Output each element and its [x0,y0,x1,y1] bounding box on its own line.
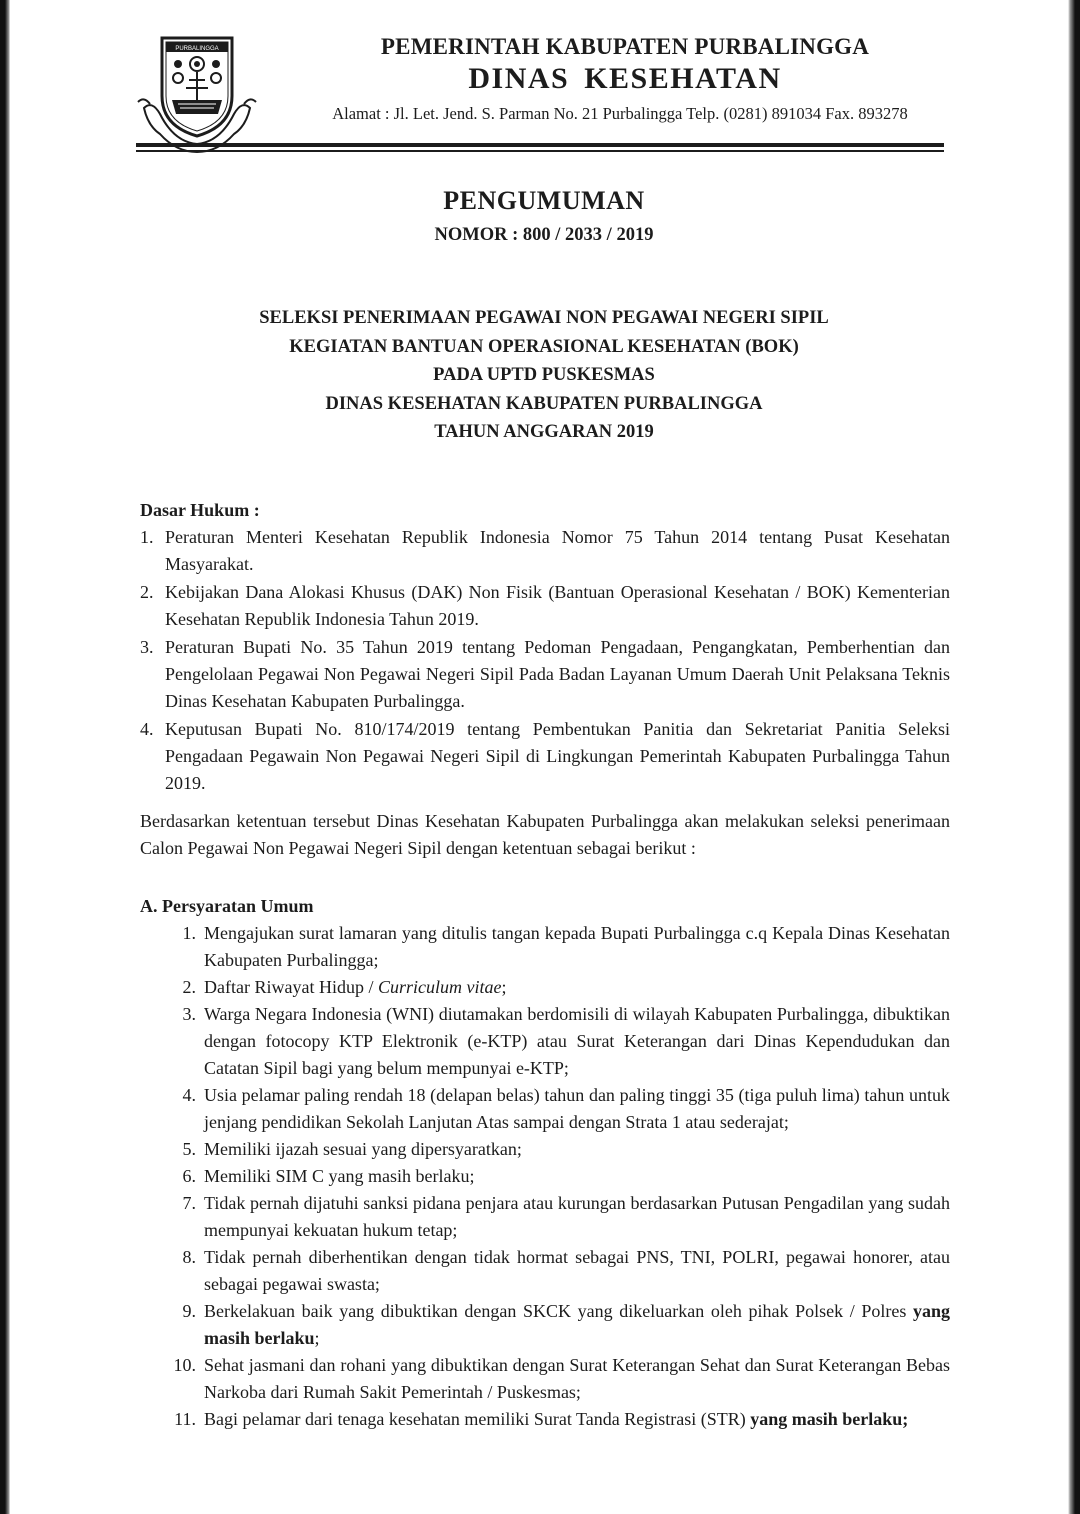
requirements-list [168,920,950,1433]
letterhead-rule-thin [136,150,944,152]
announcement-title: PENGUMUMAN [443,186,645,215]
list-item: 3. Warga Negara Indonesia (WNI) diutamakan berdomisili di wilayah Kabupaten Purbalingga, dibuktikan dengan fotocopy KTP Elektronik (e-KTP) atau Surat Keterangan dari Dinas Kependudukan dan Catatan Sipil bagi yang belum mempunyai e-KTP; [182,1004,950,1078]
scan-edge-right [1068,0,1080,1514]
legal-basis-heading: Dasar Hukum : [140,500,260,520]
announcement-subject [140,304,948,447]
letterhead-rule-thick [136,143,944,147]
list-item: 1. Peraturan Menteri Kesehatan Republik Indonesia Nomor 75 Tahun 2014 tentang Pusat Kesehatan Masyarakat. [140,527,950,574]
subject-line: KEGIATAN BANTUAN OPERASIONAL KESEHATAN (BOK) [289,336,799,357]
list-item: 7. Tidak pernah dijatuhi sanksi pidana penjara atau kurungan berdasarkan Putusan Pengadilan yang sudah mempunyai kekuatan hukum tetap; [182,1193,950,1240]
intro-paragraph: Berdasarkan ketentuan tersebut Dinas Kesehatan Kabupaten Purbalingga akan melakukan seleksi penerimaan Calon Pegawai Non Pegawai Negeri Sipil dengan ketentuan sebagai berikut : [140,811,950,858]
list-item: 9. Berkelakuan baik yang dibuktikan dengan SKCK yang dikeluarkan oleh pihak Polsek / Polres yang masih berlaku; [182,1301,950,1348]
list-item: 2. Daftar Riwayat Hidup / Curriculum vitae; [182,977,507,997]
list-item: 11. Bagi pelamar dari tenaga kesehatan memiliki Surat Tanda Registrasi (STR) yang masih berlaku; [174,1409,909,1429]
legal-basis-section [140,497,950,798]
regency-coat-of-arms [134,30,258,156]
subject-line: SELEKSI PENERIMAAN PEGAWAI NON PEGAWAI NEGERI SIPIL [259,308,829,328]
subject-line: PADA UPTD PUSKESMAS [433,365,655,385]
list-item: 2. Kebijakan Dana Alokasi Khusus (DAK) Non Fisik (Bantuan Operasional Kesehatan / BOK) Kementerian Kesehatan Republik Indonesia Tahun 2019. [140,582,950,629]
list-item: 6. Memiliki SIM C yang masih berlaku; [182,1166,475,1186]
section-a [140,893,950,1433]
legal-basis-list [140,524,950,797]
announcement-number: NOMOR : 800 / 2033 / 2019 [434,225,654,245]
scan-edge-left [0,0,10,1514]
subject-line: TAHUN ANGGARAN 2019 [434,422,654,442]
list-item: 3. Peraturan Bupati No. 35 Tahun 2019 tentang Pedoman Pengadaan, Pengangkatan, Pemberhentian dan Pengelolaan Pegawai Non Pegawai Negeri Sipil Pada Badan Layanan Umum Daerah Unit Pelaksana Teknis Dinas Kesehatan Kabupaten Purbalingga. [140,637,950,711]
letterhead-government: PEMERINTAH KABUPATEN PURBALINGGA [380,34,870,59]
letterhead-address: Alamat : Jl. Let. Jend. S. Parman No. 21 Purbalingga Telp. (0281) 891034 Fax. 893278 [332,104,908,123]
section-a-heading: A. Persyaratan Umum [140,896,314,916]
list-item: 10. Sehat jasmani dan rohani yang dibuktikan dengan Surat Keterangan Sehat dan Surat Keterangan Bebas Narkoba dari Rumah Sakit Pemerintah / Puskesmas; [173,1355,950,1402]
list-item: 5. Memiliki ijazah sesuai yang dipersyaratkan; [182,1139,522,1159]
list-item: 4. Usia pelamar paling rendah 18 (delapan belas) tahun dan paling tinggi 35 (tiga puluh lima) tahun untuk jenjang pendidikan Sekolah Lanjutan Atas sampai dengan Strata 1 atau sederajat; [182,1085,950,1132]
list-item: 8. Tidak pernah diberhentikan dengan tidak hormat sebagai PNS, TNI, POLRI, pegawai honorer, atau sebagai pegawai swasta; [182,1247,950,1294]
letterhead-agency: DINAS KESEHATAN [468,62,782,95]
subject-line: DINAS KESEHATAN KABUPATEN PURBALINGGA [325,393,763,414]
logo-caption: PURBALINGGA [175,46,219,52]
list-item: 4. Keputusan Bupati No. 810/174/2019 tentang Pembentukan Panitia dan Sekretariat Panitia Seleksi Pengadaan Pegawain Non Pegawai Negeri Sipil di Lingkungan Pemerintah Kabupaten Purbalingga Tahun 2019. [140,719,950,793]
list-item: 1. Mengajukan surat lamaran yang ditulis tangan kepada Bupati Purbalingga c.q Kepala Dinas Kesehatan Kabupaten Purbalingga; [182,923,950,970]
